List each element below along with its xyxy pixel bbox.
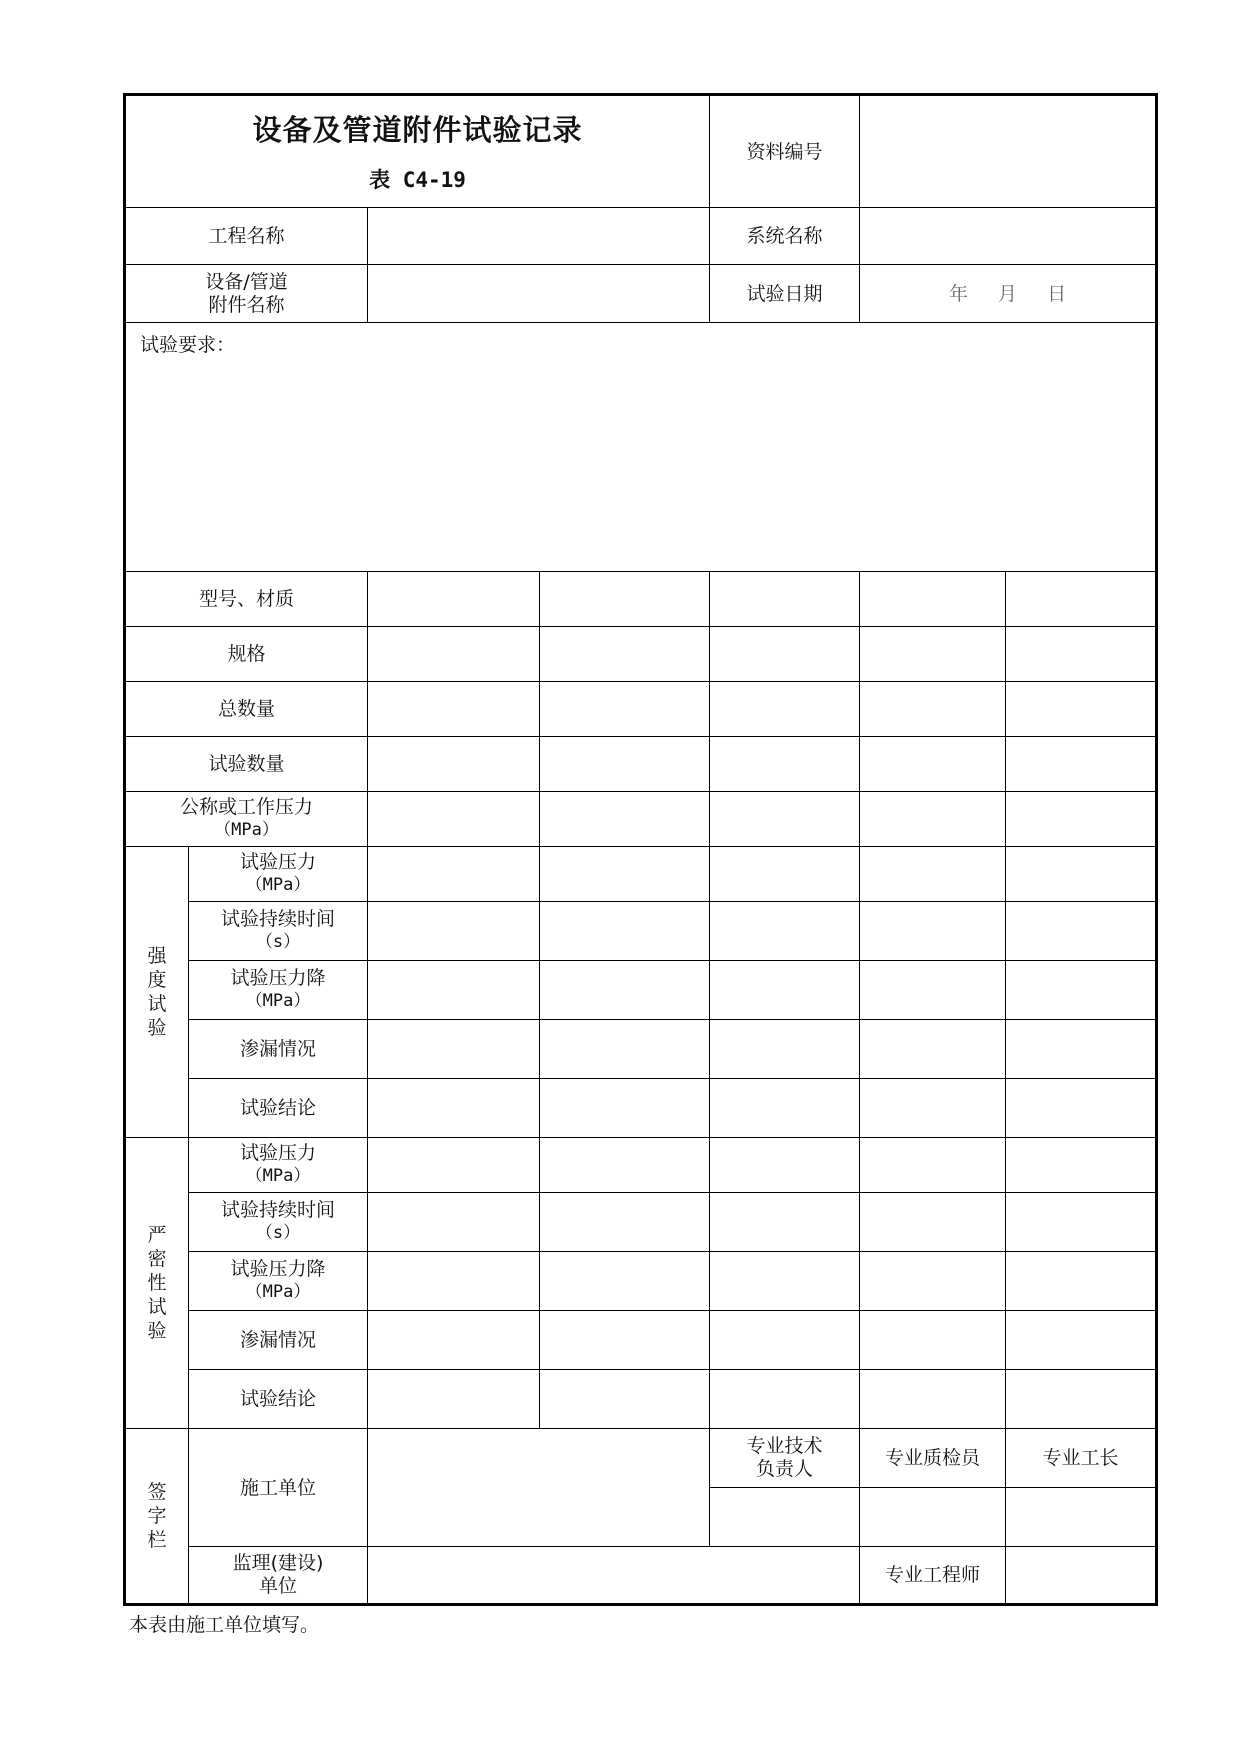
data-cell[interactable] xyxy=(1006,1370,1157,1429)
project-name-label: 工程名称 xyxy=(125,208,368,265)
data-cell[interactable] xyxy=(1006,627,1157,682)
data-cell[interactable] xyxy=(860,572,1006,627)
data-cell[interactable] xyxy=(710,792,860,847)
data-cell[interactable] xyxy=(860,1193,1006,1252)
data-cell[interactable] xyxy=(368,902,540,961)
data-cell[interactable] xyxy=(368,627,540,682)
data-cell[interactable] xyxy=(710,737,860,792)
supervision-unit-field[interactable] xyxy=(368,1547,860,1605)
tech-lead-signature-field[interactable] xyxy=(710,1488,860,1547)
data-cell[interactable] xyxy=(710,572,860,627)
total-qty-label: 总数量 xyxy=(125,682,368,737)
data-cell[interactable] xyxy=(860,1138,1006,1193)
data-cell[interactable] xyxy=(540,961,710,1020)
tightness-pressure-label: 试验压力 （MPa） xyxy=(189,1138,368,1193)
data-cell[interactable] xyxy=(1006,847,1157,902)
quality-inspector-label: 专业质检员 xyxy=(860,1429,1006,1488)
data-cell[interactable] xyxy=(860,1311,1006,1370)
data-cell[interactable] xyxy=(860,627,1006,682)
strength-test-group-label: 强 度 试 验 xyxy=(125,847,189,1138)
data-cell[interactable] xyxy=(1006,961,1157,1020)
equipment-name-field[interactable] xyxy=(368,265,710,323)
data-cell[interactable] xyxy=(368,1311,540,1370)
data-cell[interactable] xyxy=(540,1193,710,1252)
data-cell[interactable] xyxy=(368,1020,540,1079)
data-cell[interactable] xyxy=(1006,572,1157,627)
data-cell[interactable] xyxy=(368,1252,540,1311)
engineer-signature-field[interactable] xyxy=(1006,1547,1157,1605)
data-cell[interactable] xyxy=(368,792,540,847)
data-cell[interactable] xyxy=(540,572,710,627)
footnote: 本表由施工单位填写。 xyxy=(129,1614,320,1636)
data-cell[interactable] xyxy=(860,847,1006,902)
data-cell[interactable] xyxy=(368,1370,540,1429)
data-cell[interactable] xyxy=(710,1311,860,1370)
data-cell[interactable] xyxy=(1006,1138,1157,1193)
model-material-label: 型号、材质 xyxy=(125,572,368,627)
data-cell[interactable] xyxy=(368,961,540,1020)
date-month: 月 xyxy=(998,282,1018,305)
data-cell[interactable] xyxy=(710,847,860,902)
data-cell[interactable] xyxy=(540,737,710,792)
data-cell[interactable] xyxy=(860,682,1006,737)
test-qty-label: 试验数量 xyxy=(125,737,368,792)
data-cell[interactable] xyxy=(1006,682,1157,737)
data-cell[interactable] xyxy=(540,792,710,847)
data-cell[interactable] xyxy=(368,572,540,627)
data-cell[interactable] xyxy=(710,902,860,961)
tightness-conclusion-label: 试验结论 xyxy=(189,1370,368,1429)
data-cell[interactable] xyxy=(710,682,860,737)
data-cell[interactable] xyxy=(540,1311,710,1370)
table-code: 表 C4-19 xyxy=(369,167,466,192)
data-cell[interactable] xyxy=(860,961,1006,1020)
data-cell[interactable] xyxy=(1006,1311,1157,1370)
signature-group-label: 签 字 栏 xyxy=(125,1429,189,1605)
data-cell[interactable] xyxy=(1006,1020,1157,1079)
tightness-pressure-drop-label: 试验压力降 （MPa） xyxy=(189,1252,368,1311)
data-cell[interactable] xyxy=(860,1079,1006,1138)
tightness-test-group-label: 严 密 性 试 验 xyxy=(125,1138,189,1429)
data-number-label: 资料编号 xyxy=(710,95,860,208)
data-cell[interactable] xyxy=(1006,792,1157,847)
data-cell[interactable] xyxy=(1006,1079,1157,1138)
construction-unit-label: 施工单位 xyxy=(189,1429,368,1547)
date-day: 日 xyxy=(1047,282,1067,305)
project-name-field[interactable] xyxy=(368,208,710,265)
test-record-form xyxy=(123,93,1158,1606)
data-cell[interactable] xyxy=(540,1020,710,1079)
strength-conclusion-label: 试验结论 xyxy=(189,1079,368,1138)
requirements-area[interactable] xyxy=(125,323,1157,572)
quality-inspector-signature-field[interactable] xyxy=(860,1488,1006,1547)
data-cell[interactable] xyxy=(368,847,540,902)
data-cell[interactable] xyxy=(540,627,710,682)
data-cell[interactable] xyxy=(710,1370,860,1429)
strength-duration-label: 试验持续时间 （s） xyxy=(189,902,368,961)
data-cell[interactable] xyxy=(540,847,710,902)
data-cell[interactable] xyxy=(710,627,860,682)
requirements-label: 试验要求： xyxy=(140,334,236,356)
data-cell[interactable] xyxy=(860,737,1006,792)
data-cell[interactable] xyxy=(368,737,540,792)
system-name-field[interactable] xyxy=(860,208,1157,265)
data-cell[interactable] xyxy=(860,902,1006,961)
strength-pressure-label: 试验压力 （MPa） xyxy=(189,847,368,902)
data-cell[interactable] xyxy=(1006,902,1157,961)
spec-label: 规格 xyxy=(125,627,368,682)
foreman-label: 专业工长 xyxy=(1006,1429,1157,1488)
data-cell[interactable] xyxy=(860,1252,1006,1311)
foreman-signature-field[interactable] xyxy=(1006,1488,1157,1547)
data-cell[interactable] xyxy=(1006,1252,1157,1311)
data-cell[interactable] xyxy=(368,1138,540,1193)
form-title: 设备及管道附件试验记录 xyxy=(252,112,583,147)
data-cell[interactable] xyxy=(710,1020,860,1079)
equipment-name-label: 设备/管道 附件名称 xyxy=(125,265,368,323)
data-cell[interactable] xyxy=(368,1079,540,1138)
tech-lead-label: 专业技术 负责人 xyxy=(710,1429,860,1488)
tightness-leakage-label: 渗漏情况 xyxy=(189,1311,368,1370)
data-cell[interactable] xyxy=(860,1370,1006,1429)
data-cell[interactable] xyxy=(710,1193,860,1252)
data-cell[interactable] xyxy=(368,682,540,737)
construction-unit-field[interactable] xyxy=(368,1429,710,1547)
data-cell[interactable] xyxy=(710,1079,860,1138)
data-cell[interactable] xyxy=(368,1193,540,1252)
system-name-label: 系统名称 xyxy=(710,208,860,265)
data-cell[interactable] xyxy=(540,682,710,737)
supervision-unit-label: 监理(建设) 单位 xyxy=(189,1547,368,1605)
title-cell xyxy=(125,95,710,208)
data-cell[interactable] xyxy=(540,1370,710,1429)
test-date-label: 试验日期 xyxy=(710,265,860,323)
strength-leakage-label: 渗漏情况 xyxy=(189,1020,368,1079)
data-cell[interactable] xyxy=(540,1252,710,1311)
data-number-field[interactable] xyxy=(860,95,1157,208)
data-cell[interactable] xyxy=(710,961,860,1020)
data-cell[interactable] xyxy=(710,1252,860,1311)
data-cell[interactable] xyxy=(540,1138,710,1193)
test-date-field[interactable] xyxy=(860,265,1157,323)
data-cell[interactable] xyxy=(1006,737,1157,792)
strength-pressure-drop-label: 试验压力降 （MPa） xyxy=(189,961,368,1020)
data-cell[interactable] xyxy=(1006,1193,1157,1252)
tightness-duration-label: 试验持续时间 （s） xyxy=(189,1193,368,1252)
engineer-label: 专业工程师 xyxy=(860,1547,1006,1605)
nominal-pressure-label: 公称或工作压力 （MPa） xyxy=(125,792,368,847)
data-cell[interactable] xyxy=(540,1079,710,1138)
date-year: 年 xyxy=(948,282,968,305)
data-cell[interactable] xyxy=(860,792,1006,847)
data-cell[interactable] xyxy=(710,1138,860,1193)
data-cell[interactable] xyxy=(540,902,710,961)
data-cell[interactable] xyxy=(860,1020,1006,1079)
